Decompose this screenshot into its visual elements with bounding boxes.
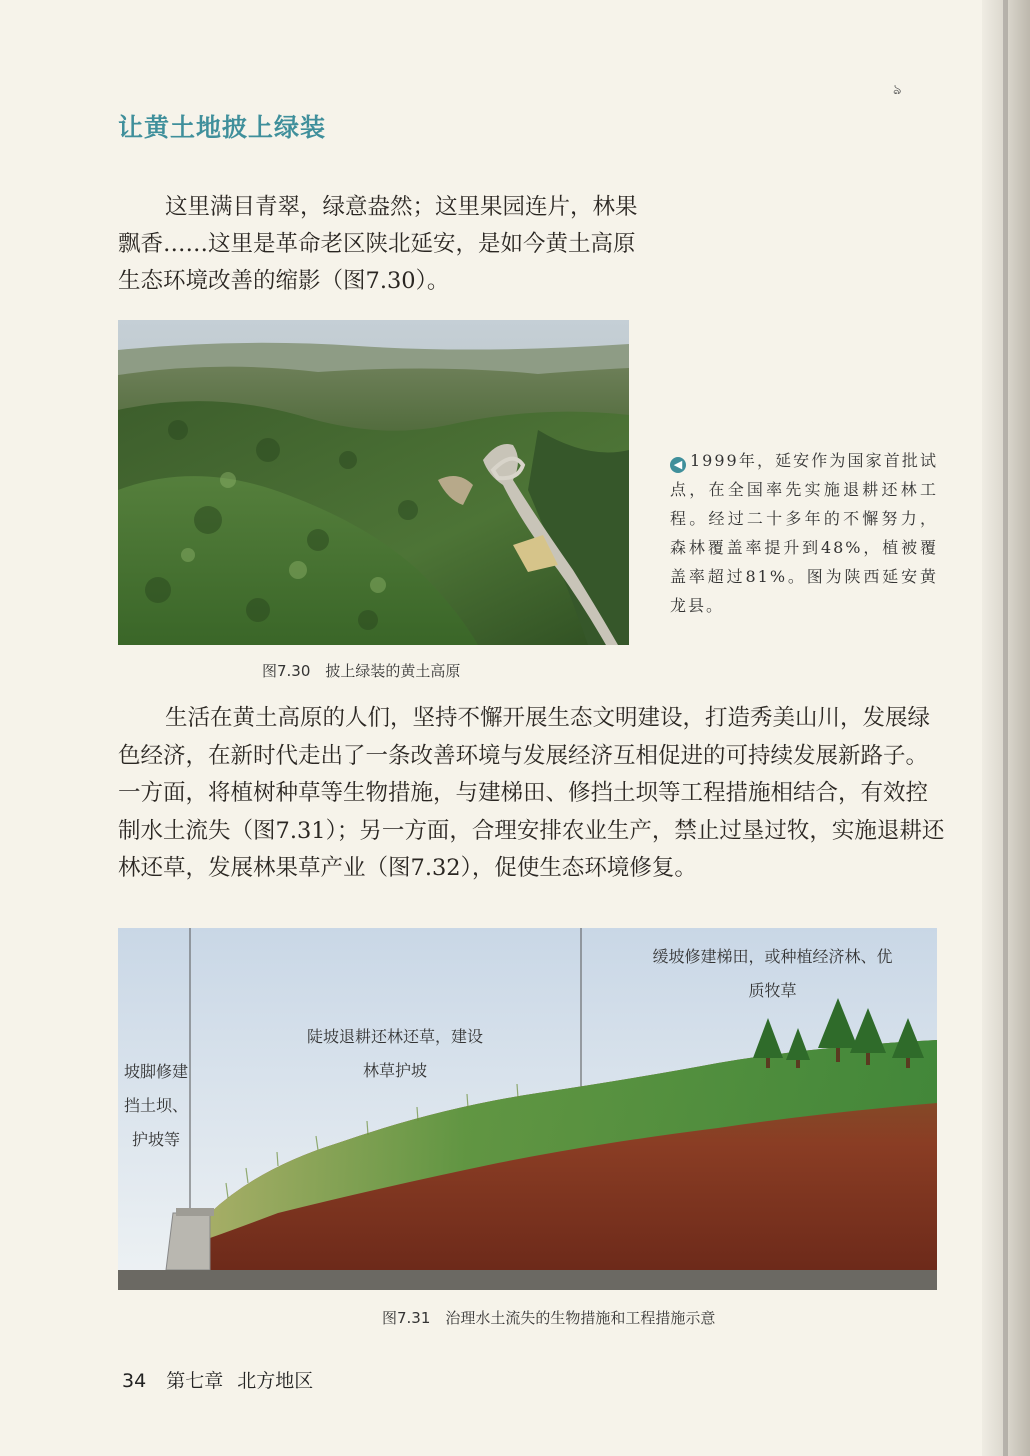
side-note-text: 1999年，延安作为国家首批试点，在全国率先实施退耕还林工程。经过二十多年的不懈努力，森林覆盖率提升到48%，植被覆盖率超过81%。图为陕西延安黄龙县。 xyxy=(670,451,938,615)
figure-7-31-caption: 图7.31 治理水土流失的生物措施和工程措施示意 xyxy=(382,1309,716,1327)
label-steep-slope: 陡坡退耕还林还草，建设林草护坡 xyxy=(306,1027,483,1080)
main-paragraph: 生活在黄土高原的人们，坚持不懈开展生态文明建设，打造秀美山川，发展绿色经济，在新时代走出了一条改善环境与发展经济互相促进的可持续发展新路子。一方面，将植树种草等生物措施，与建梯田、修挡土坝等工程措施相结合，有效控制水土流失（图7.31）；另一方面，合理安排农业生产，禁止过垦过牧，实施退耕还林还草，发展林果草产业（图7.32），促使生态环境修复。 xyxy=(118,705,945,881)
section-title: 让黄土地披上绿装 xyxy=(118,113,327,142)
page-number: 34 xyxy=(122,1370,147,1392)
arrow-left-icon: ◀ xyxy=(670,457,686,473)
intro-paragraph: 这里满目青翠，绿意盎然；这里果园连片，林果飘香……这里是革命老区陕北延安，是如今黄土高原生态环境改善的缩影（图7.30）。 xyxy=(118,194,638,294)
side-note xyxy=(670,446,938,620)
page-footer xyxy=(122,1366,313,1393)
label-slope-foot: 坡脚修建挡土坝、护坡等 xyxy=(123,1062,188,1149)
mountain-photo xyxy=(118,320,629,645)
corner-mark-icon: ঌ xyxy=(893,82,902,98)
figure-7-30-caption: 图7.30 披上绿装的黄土高原 xyxy=(262,662,461,680)
chapter-label: 第七章 xyxy=(166,1370,224,1392)
label-gentle-slope: 缓坡修建梯田，或种植经济林、优质牧草 xyxy=(652,947,893,1000)
chapter-title: 北方地区 xyxy=(237,1370,314,1392)
page-edge-line xyxy=(1003,0,1008,1456)
